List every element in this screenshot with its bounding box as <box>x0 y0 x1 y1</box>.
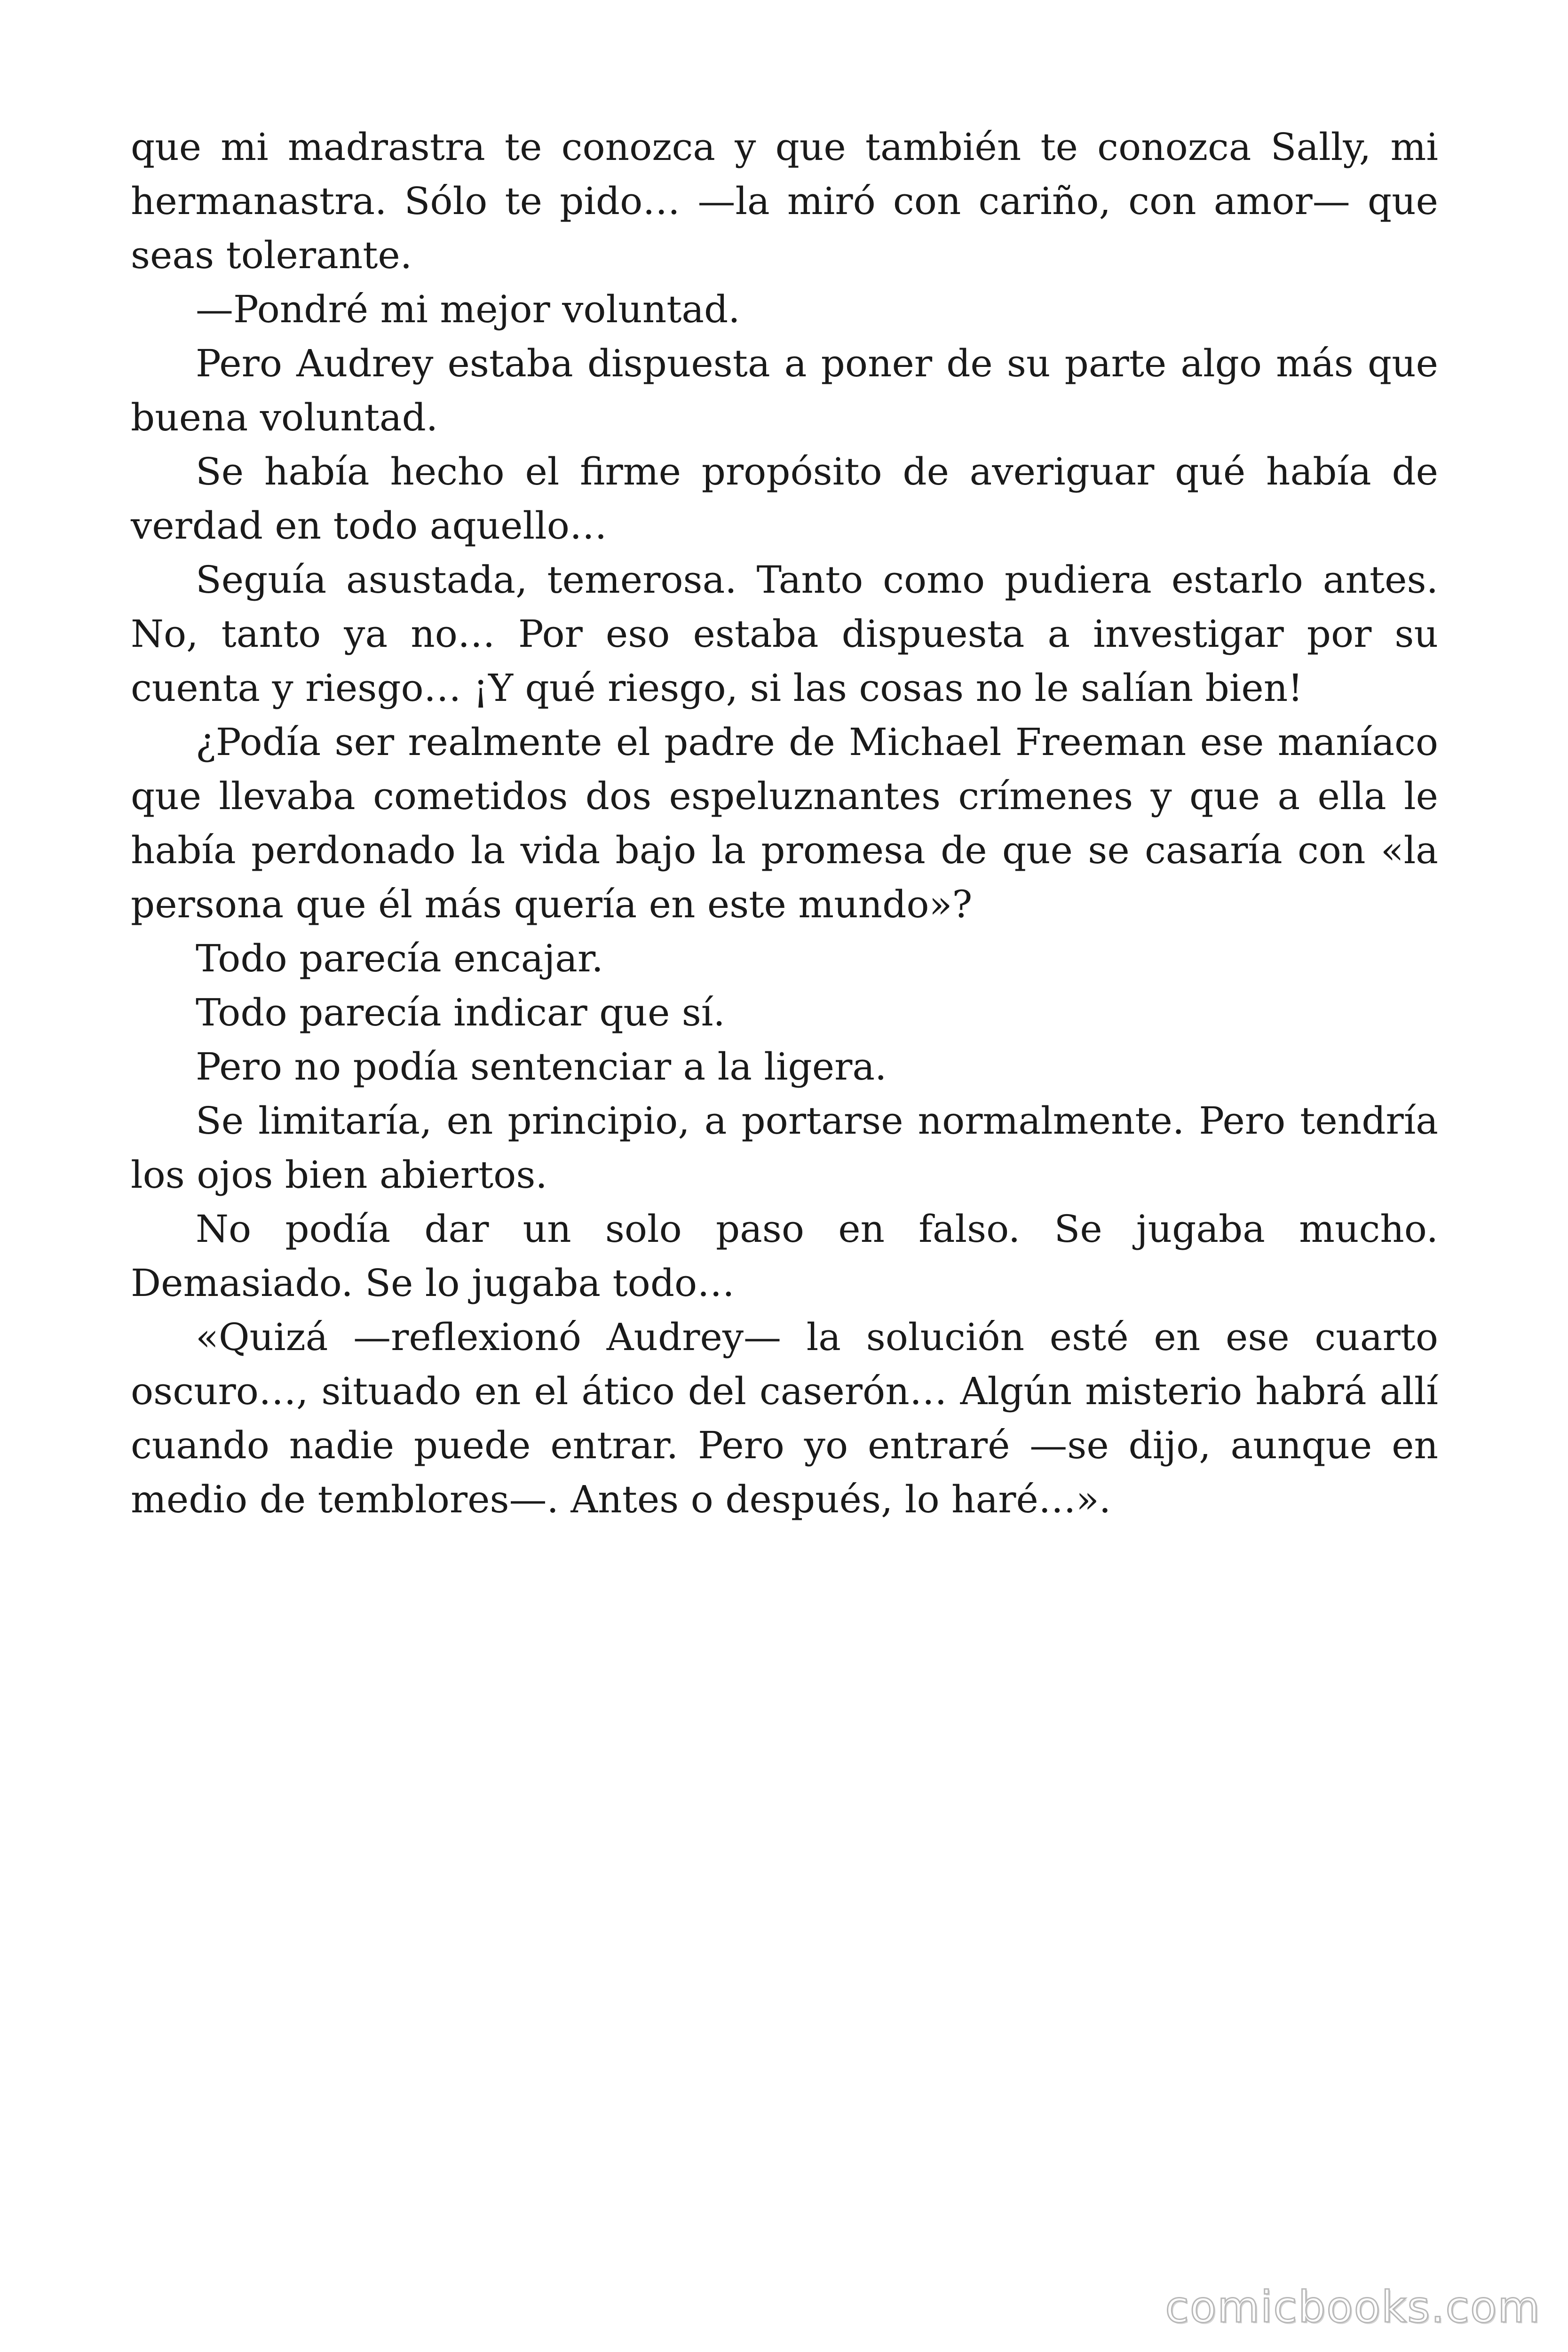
paragraph: Pero Audrey estaba dispuesta a poner de su parte algo más que buena voluntad. <box>131 342 1438 439</box>
paragraph: «Quizá —reflexionó Audrey— la solución esté en ese cuarto oscuro…, situado en el ático del caserón… Algún misterio habrá allí cuando nadie puede entrar. Pero yo entraré —se dijo, aunque en medio de temblores—. Antes o después, lo haré…». <box>131 1315 1438 1521</box>
paragraph: Todo parecía encajar. <box>196 937 603 980</box>
paragraph: Todo parecía indicar que sí. <box>196 991 725 1034</box>
page-body <box>131 120 1438 1526</box>
paragraph: que mi madrastra te conozca y que también te conozca Sally, mi hermanastra. Sólo te pido… —la miró con cariño, con amor— que seas tolerante. <box>131 125 1438 277</box>
paragraph: Pero no podía sentenciar a la ligera. <box>196 1045 887 1089</box>
paragraph: Se había hecho el firme propósito de averiguar qué había de verdad en todo aquello… <box>131 450 1438 548</box>
watermark: comicbooks.com <box>1165 2282 1541 2332</box>
paragraph: —Pondré mi mejor voluntad. <box>196 287 740 331</box>
paragraph: No podía dar un solo paso en falso. Se jugaba mucho. Demasiado. Se lo jugaba todo… <box>131 1207 1438 1305</box>
paragraph: Se limitaría, en principio, a portarse normalmente. Pero tendría los ojos bien abiertos. <box>131 1099 1438 1197</box>
paragraph: ¿Podía ser realmente el padre de Michael Freeman ese maníaco que llevaba cometidos dos espeluznantes crímenes y que a ella le había perdonado la vida bajo la promesa de que se casaría con «la persona que él más quería en este mundo»? <box>131 720 1438 926</box>
paragraph: Seguía asustada, temerosa. Tanto como pudiera estarlo antes. No, tanto ya no… Por eso estaba dispuesta a investigar por su cuenta y riesgo… ¡Y qué riesgo, si las cosas no le salían bien! <box>131 558 1438 710</box>
